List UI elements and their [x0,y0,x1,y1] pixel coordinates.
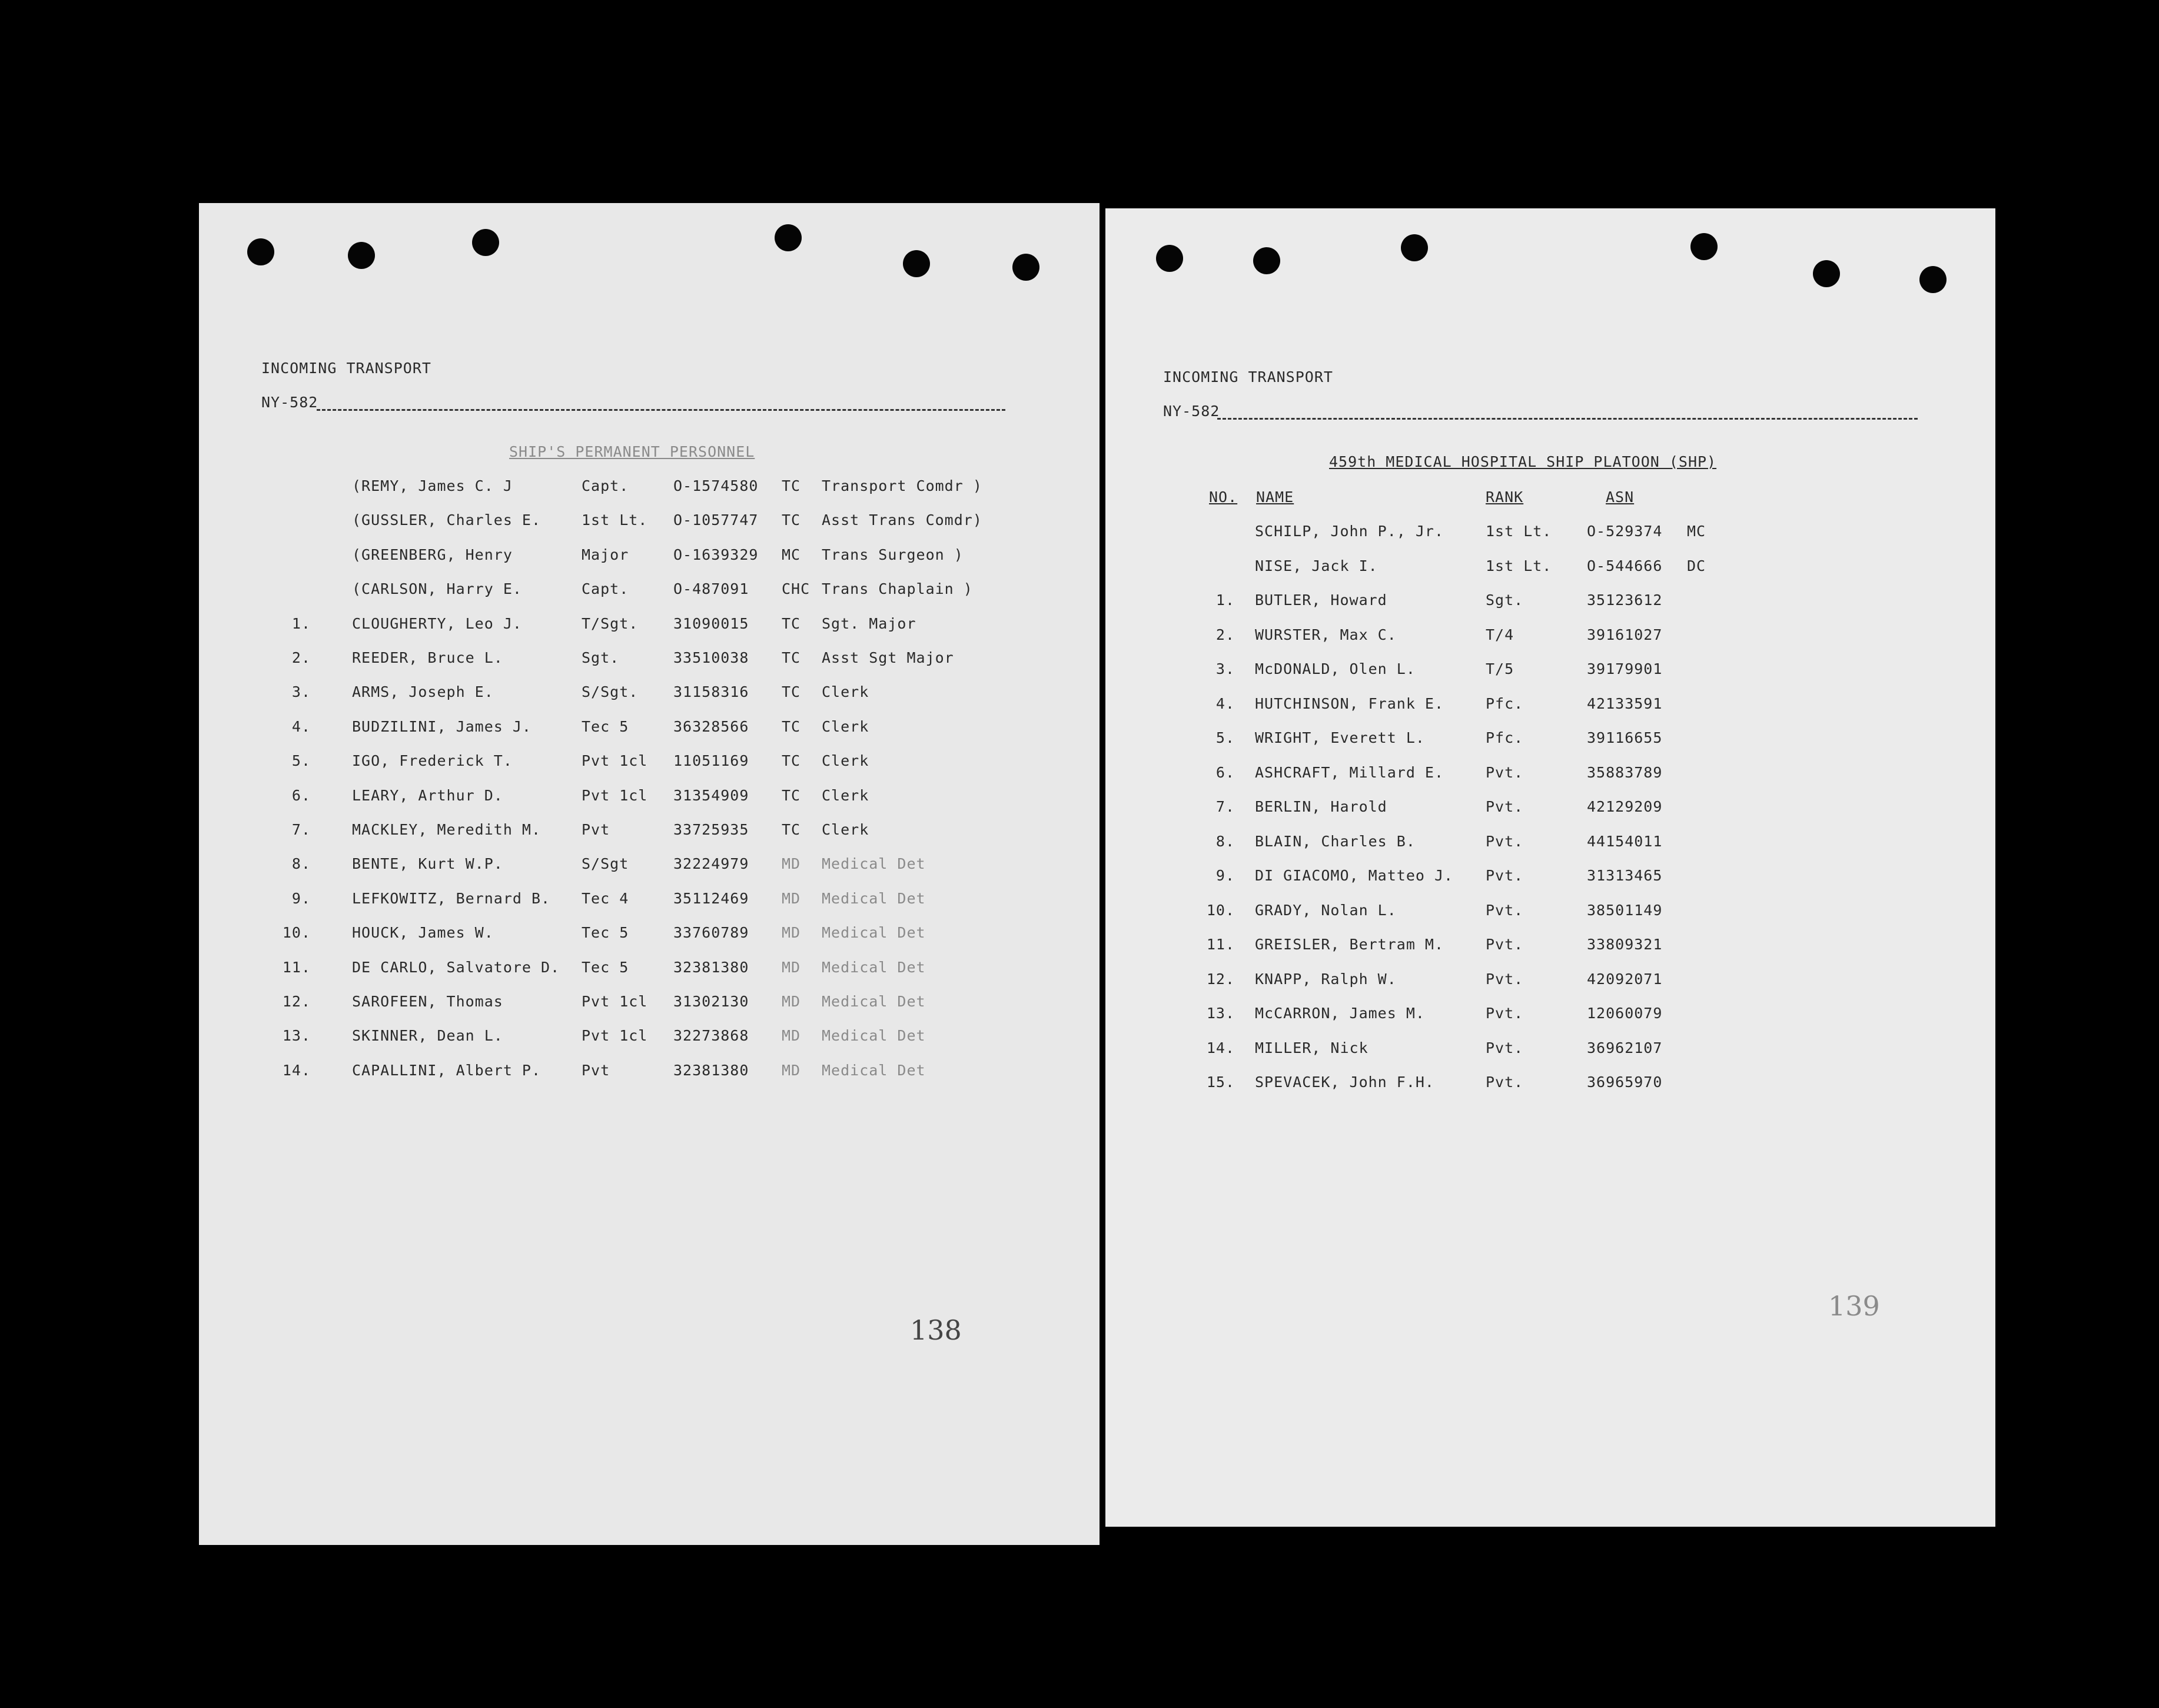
header-code: NY-582 [261,394,318,411]
cell-no: 8. [1215,832,1235,850]
table-row [1105,557,1995,581]
cell-name: SKINNER, Dean L. [352,1027,503,1045]
table-row [1105,971,1995,994]
cell-duty: Medical Det [822,1061,926,1079]
cell-br: TC [782,477,801,494]
punch-hole [472,229,499,256]
cell-rank: Pvt. [1486,901,1524,919]
cell-asn: O-1057747 [673,511,759,529]
section-title: SHIP'S PERMANENT PERSONNEL [509,443,755,460]
cell-br: TC [782,821,801,838]
cell-duty: Asst Sgt Major [822,649,954,666]
cell-rank: Pvt 1cl [582,752,648,770]
cell-asn: 33809321 [1587,936,1663,953]
cell-name: McDONALD, Olen L. [1255,660,1416,677]
table-row [1105,902,1995,925]
table-row [199,890,1100,913]
cell-no: 8. [291,855,311,873]
cell-name: DE CARLO, Salvatore D. [352,958,560,976]
table-row [1105,660,1995,684]
cell-no: 1. [291,614,311,632]
cell-asn: O-487091 [673,580,749,598]
cell-duty: Medical Det [822,924,926,942]
cell-rank: Tec 5 [582,958,629,976]
cell-no: 5. [291,752,311,770]
cell-br: TC [782,649,801,666]
cell-rank: Pvt. [1486,1074,1524,1091]
table-row [199,752,1100,776]
page-number: 139 [1828,1290,1880,1322]
cell-br: TC [782,717,801,735]
header-title: INCOMING TRANSPORT [1163,368,1333,386]
cell-name: (REMY, James C. J [352,477,513,494]
table-row [199,615,1100,639]
cell-asn: 44154011 [1587,832,1663,850]
cell-asn: 33510038 [673,649,749,666]
section-title: 459th MEDICAL HOSPITAL SHIP PLATOON (SHP) [1329,453,1717,470]
punch-hole [348,242,375,269]
page-number: 138 [910,1314,962,1346]
cell-br: MC [1687,523,1706,540]
punch-hole [247,238,274,265]
cell-rank: T/Sgt. [582,614,639,632]
cell-name: ASHCRAFT, Millard E. [1255,763,1444,781]
cell-duty: Medical Det [822,958,926,976]
header-rule [1217,418,1918,420]
cell-name: LEFKOWITZ, Bernard B. [352,889,551,907]
cell-no: 5. [1215,729,1235,746]
cell-asn: 31158316 [673,683,749,701]
table-row [199,718,1100,742]
cell-name: SPEVACEK, John F.H. [1255,1074,1434,1091]
table-row [1105,729,1995,753]
column-header-name: NAME [1256,489,1294,506]
cell-asn: 42133591 [1587,695,1663,712]
cell-rank: Sgt. [582,649,620,666]
cell-asn: 36328566 [673,717,749,735]
cell-no: 6. [291,786,311,804]
cell-rank: Pfc. [1486,695,1524,712]
cell-no: 7. [291,821,311,838]
cell-rank: Pvt 1cl [582,993,648,1010]
cell-name: NISE, Jack I. [1255,557,1378,574]
cell-asn: 39116655 [1587,729,1663,746]
cell-rank: Tec 5 [582,717,629,735]
cell-name: BUTLER, Howard [1255,592,1387,609]
cell-asn: 11051169 [673,752,749,770]
cell-rank: Pvt. [1486,970,1524,988]
cell-rank: Pvt. [1486,832,1524,850]
personnel-list [1105,523,1995,1111]
cell-rank: T/4 [1486,626,1514,643]
cell-name: McCARRON, James M. [1255,1005,1425,1022]
cell-no: 14. [1206,1039,1235,1056]
cell-asn: 32381380 [673,1061,749,1079]
cell-br: MD [782,1061,801,1079]
cell-br: MD [782,1027,801,1045]
cell-rank: Pvt 1cl [582,786,648,804]
cell-rank: Major [582,546,629,563]
cell-duty: Clerk [822,786,869,804]
cell-asn: 31302130 [673,993,749,1010]
cell-duty: Clerk [822,821,869,838]
punch-hole [1253,247,1280,274]
cell-rank: Pvt. [1486,936,1524,953]
table-row [1105,695,1995,719]
cell-br: TC [782,786,801,804]
cell-name: (CARLSON, Harry E. [352,580,522,598]
cell-rank: 1st Lt. [1486,523,1552,540]
cell-br: MD [782,924,801,942]
cell-br: TC [782,752,801,770]
punch-hole [1919,266,1947,293]
cell-name: BUDZILINI, James J. [352,717,532,735]
cell-name: SCHILP, John P., Jr. [1255,523,1444,540]
cell-no: 14. [282,1061,311,1079]
cell-name: (GREENBERG, Henry [352,546,513,563]
cell-rank: Pvt [582,821,610,838]
right-page [1105,208,1995,1527]
cell-name: HUTCHINSON, Frank E. [1255,695,1444,712]
cell-duty: Trans Chaplain ) [822,580,973,598]
cell-asn: 35112469 [673,889,749,907]
table-row [1105,833,1995,856]
table-row [199,649,1100,673]
cell-rank: Pvt 1cl [582,1027,648,1045]
cell-rank: S/Sgt [582,855,629,873]
cell-duty: Transport Comdr ) [822,477,982,494]
cell-name: WURSTER, Max C. [1255,626,1397,643]
cell-duty: Trans Surgeon ) [822,546,964,563]
cell-asn: 32224979 [673,855,749,873]
cell-no: 10. [1206,901,1235,919]
cell-asn: 31313465 [1587,867,1663,884]
cell-name: BERLIN, Harold [1255,798,1387,815]
cell-rank: T/5 [1486,660,1514,677]
table-row [199,855,1100,879]
cell-no: 15. [1206,1074,1235,1091]
cell-duty: Medical Det [822,855,926,873]
cell-asn: 31090015 [673,614,749,632]
table-row [199,993,1100,1016]
cell-asn: 31354909 [673,786,749,804]
cell-name: WRIGHT, Everett L. [1255,729,1425,746]
cell-no: 7. [1215,798,1235,815]
cell-asn: 33725935 [673,821,749,838]
column-header-rank: RANK [1486,489,1524,506]
cell-name: MACKLEY, Meredith M. [352,821,542,838]
cell-rank: Pvt. [1486,1039,1524,1056]
cell-no: 12. [1206,970,1235,988]
cell-rank: Capt. [582,477,629,494]
punch-hole [1012,254,1039,281]
table-row [1105,1039,1995,1063]
table-row [1105,523,1995,546]
punch-hole [1813,260,1840,287]
cell-rank: Pvt [582,1061,610,1079]
punch-hole [903,250,930,277]
cell-name: IGO, Frederick T. [352,752,513,770]
cell-rank: Capt. [582,580,629,598]
cell-asn: 36965970 [1587,1074,1663,1091]
table-row [1105,626,1995,650]
cell-asn: O-1639329 [673,546,759,563]
cell-no: 13. [1206,1005,1235,1022]
cell-name: KNAPP, Ralph W. [1255,970,1397,988]
cell-br: TC [782,511,801,529]
cell-no: 6. [1215,763,1235,781]
cell-br: MC [782,546,801,563]
header-title: INCOMING TRANSPORT [261,360,431,377]
table-row [1105,592,1995,615]
cell-no: 12. [282,993,311,1010]
cell-name: (GUSSLER, Charles E. [352,511,542,529]
table-row [1105,867,1995,890]
table-row [199,546,1100,570]
cell-name: BENTE, Kurt W.P. [352,855,503,873]
cell-no: 1. [1215,592,1235,609]
cell-name: CAPALLINI, Albert P. [352,1061,542,1079]
table-row [199,511,1100,535]
cell-duty: Sgt. Major [822,614,916,632]
cell-no: 13. [282,1027,311,1045]
cell-no: 4. [291,717,311,735]
cell-rank: 1st Lt. [582,511,648,529]
table-row [199,1027,1100,1051]
cell-rank: Tec 4 [582,889,629,907]
cell-name: LEARY, Arthur D. [352,786,503,804]
table-row [1105,1074,1995,1097]
cell-asn: 12060079 [1587,1005,1663,1022]
table-row [199,821,1100,845]
cell-asn: 39161027 [1587,626,1663,643]
cell-duty: Clerk [822,717,869,735]
cell-duty: Medical Det [822,1027,926,1045]
cell-no: 4. [1215,695,1235,712]
cell-br: DC [1687,557,1706,574]
cell-name: REEDER, Bruce L. [352,649,503,666]
cell-name: HOUCK, James W. [352,924,494,942]
table-row [199,1062,1100,1085]
header-code: NY-582 [1163,403,1220,420]
punch-hole [775,224,802,251]
punch-hole [1690,233,1718,260]
cell-br: CHC [782,580,811,598]
cell-asn: 35123612 [1587,592,1663,609]
cell-no: 3. [291,683,311,701]
cell-name: GRADY, Nolan L. [1255,901,1397,919]
cell-asn: 32273868 [673,1027,749,1045]
cell-no: 10. [282,924,311,942]
cell-rank: Pvt. [1486,1005,1524,1022]
cell-rank: 1st Lt. [1486,557,1552,574]
cell-br: MD [782,889,801,907]
cell-asn: 32381380 [673,958,749,976]
cell-br: MD [782,958,801,976]
cell-asn: O-544666 [1587,557,1663,574]
cell-no: 3. [1215,660,1235,677]
table-row [199,959,1100,982]
table-row [199,477,1100,501]
cell-br: TC [782,683,801,701]
table-row [1105,936,1995,959]
cell-asn: 36962107 [1587,1039,1663,1056]
cell-rank: Sgt. [1486,592,1524,609]
cell-asn: 39179901 [1587,660,1663,677]
cell-name: SAROFEEN, Thomas [352,993,503,1010]
table-row [1105,798,1995,822]
cell-rank: Pvt. [1486,867,1524,884]
cell-br: TC [782,614,801,632]
cell-asn: 38501149 [1587,901,1663,919]
table-row [199,683,1100,707]
cell-no: 2. [1215,626,1235,643]
cell-duty: Medical Det [822,889,926,907]
column-header-asn: ASN [1606,489,1635,506]
punch-hole [1156,245,1183,272]
cell-name: DI GIACOMO, Matteo J. [1255,867,1454,884]
cell-rank: Pvt. [1486,763,1524,781]
cell-br: MD [782,855,801,873]
cell-no: 9. [291,889,311,907]
cell-rank: Pvt. [1486,798,1524,815]
table-row [199,924,1100,948]
cell-br: MD [782,993,801,1010]
cell-duty: Clerk [822,752,869,770]
cell-rank: S/Sgt. [582,683,639,701]
header-rule [317,409,1005,411]
cell-name: ARMS, Joseph E. [352,683,494,701]
cell-no: 2. [291,649,311,666]
column-header-no: NO. [1209,489,1238,506]
punch-hole [1401,234,1428,261]
cell-asn: O-529374 [1587,523,1663,540]
table-row [1105,764,1995,787]
cell-asn: 42092071 [1587,970,1663,988]
cell-asn: 42129209 [1587,798,1663,815]
cell-asn: 33760789 [673,924,749,942]
left-page [199,203,1100,1545]
cell-no: 9. [1215,867,1235,884]
cell-asn: O-1574580 [673,477,759,494]
cell-asn: 35883789 [1587,763,1663,781]
cell-name: GREISLER, Bertram M. [1255,936,1444,953]
cell-name: CLOUGHERTY, Leo J. [352,614,522,632]
table-row [199,580,1100,604]
cell-duty: Medical Det [822,993,926,1010]
cell-duty: Clerk [822,683,869,701]
table-row [199,787,1100,810]
cell-rank: Tec 5 [582,924,629,942]
cell-name: BLAIN, Charles B. [1255,832,1416,850]
cell-name: MILLER, Nick [1255,1039,1369,1056]
table-row [1105,1005,1995,1028]
cell-duty: Asst Trans Comdr) [822,511,982,529]
personnel-list [199,477,1100,1301]
cell-rank: Pfc. [1486,729,1524,746]
cell-no: 11. [282,958,311,976]
cell-no: 11. [1206,936,1235,953]
